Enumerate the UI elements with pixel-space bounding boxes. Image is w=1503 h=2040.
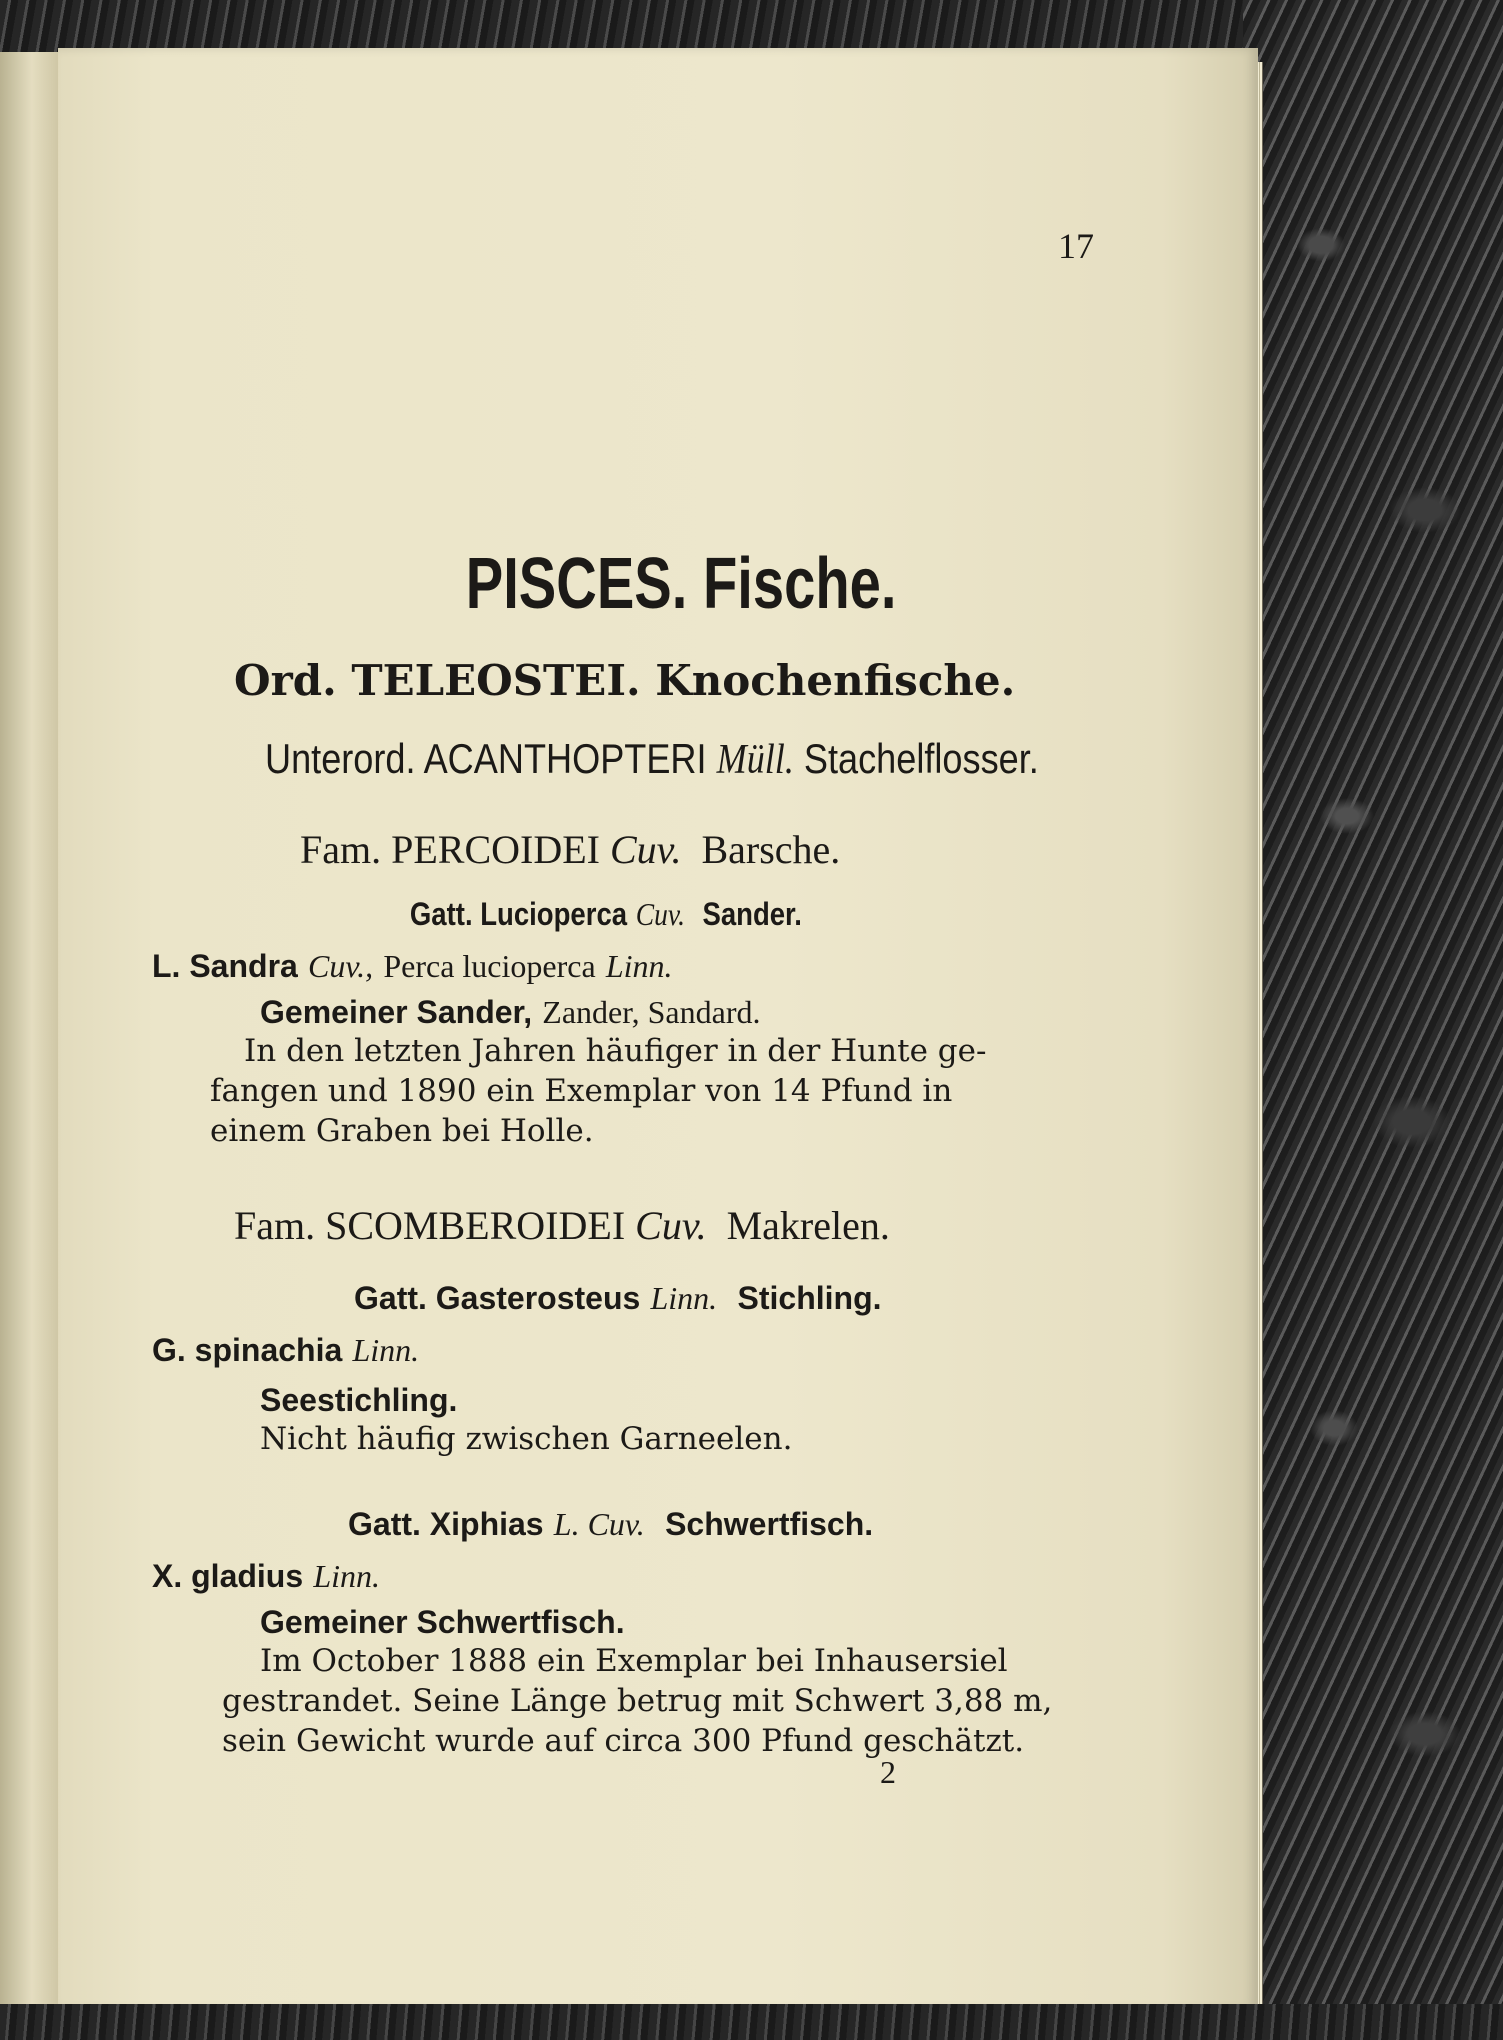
book-bottom-edge bbox=[0, 2004, 1503, 2040]
common-name-rest: Zander, Sandard. bbox=[542, 994, 761, 1030]
genus-author: Linn. bbox=[650, 1280, 718, 1316]
family-name: Fam. PERCOIDEI bbox=[300, 827, 600, 872]
description-line: gestrandet. Seine Länge betrug mit Schwert 3,88 m, bbox=[222, 1683, 1053, 1719]
genus-heading-xiphias bbox=[348, 1508, 873, 1540]
common-name-bold: Gemeiner Schwertfisch. bbox=[260, 1604, 625, 1640]
species-name: G. spinachia bbox=[152, 1332, 343, 1368]
family-author: Cuv. bbox=[610, 827, 682, 872]
suborder-name: Unterord. ACANTHOPTERI bbox=[264, 735, 707, 782]
species-author: Cuv., bbox=[307, 948, 374, 984]
description-line: Nicht häufig zwischen Garneelen. bbox=[260, 1421, 793, 1457]
order-heading: Ord. TELEOSTEI. Knochenfische. bbox=[234, 656, 1016, 705]
species-entry-gladius bbox=[152, 1560, 380, 1592]
suborder-common: Stachelflosser. bbox=[803, 735, 1039, 782]
species-common-name bbox=[260, 1384, 457, 1416]
genus-common: Schwertfisch. bbox=[665, 1506, 874, 1542]
species-name: L. Sandra bbox=[152, 948, 298, 984]
family-heading-percoidei bbox=[300, 827, 841, 872]
species-author: Linn. bbox=[313, 1558, 380, 1594]
species-entry-spinachia bbox=[152, 1334, 419, 1366]
species-name: X. gladius bbox=[152, 1558, 304, 1594]
family-author: Cuv. bbox=[635, 1203, 707, 1248]
genus-name: Gatt. Gasterosteus bbox=[354, 1280, 641, 1316]
suborder-author: Müll. bbox=[716, 737, 794, 783]
family-heading-scomberoidei bbox=[234, 1203, 890, 1248]
genus-author: L. Cuv. bbox=[553, 1506, 645, 1542]
genus-heading-gasterosteus bbox=[354, 1282, 882, 1314]
species-synonym: Perca lucioperca bbox=[383, 948, 596, 984]
genus-author: Cuv. bbox=[635, 896, 685, 932]
species-author: Linn. bbox=[352, 1332, 420, 1368]
description-line: sein Gewicht wurde auf circa 300 Pfund geschätzt. bbox=[222, 1723, 1025, 1759]
marbled-cover bbox=[1243, 0, 1503, 2040]
bleed-through bbox=[300, 230, 310, 274]
description-line: Im October 1888 ein Exemplar bei Inhausersiel bbox=[260, 1643, 1008, 1679]
species-synonym-author: Linn. bbox=[605, 948, 673, 984]
description-line: In den letzten Jahren häufiger in der Hunte ge- bbox=[244, 1033, 987, 1069]
page-number: 17 bbox=[1058, 226, 1094, 266]
family-common: Barsche. bbox=[701, 827, 841, 872]
genus-name: Gatt. Xiphias bbox=[348, 1506, 544, 1542]
genus-name: Gatt. Lucioperca bbox=[409, 896, 628, 932]
genus-common: Stichling. bbox=[737, 1280, 882, 1316]
signature-mark: 2 bbox=[880, 1754, 896, 1790]
species-entry-sandra bbox=[152, 950, 673, 982]
facing-page-edge bbox=[0, 52, 60, 2012]
common-name-bold: Seestichling. bbox=[260, 1382, 458, 1418]
page-title: PISCES. Fische. bbox=[465, 544, 897, 624]
suborder-heading bbox=[264, 735, 1039, 783]
common-name-bold: Gemeiner Sander, bbox=[260, 994, 533, 1030]
species-common-name bbox=[260, 996, 760, 1028]
genus-common: Sander. bbox=[702, 896, 802, 932]
genus-heading-lucioperca bbox=[410, 898, 802, 930]
family-name: Fam. SCOMBEROIDEI bbox=[234, 1203, 626, 1248]
description-line: fangen und 1890 ein Exemplar von 14 Pfund in bbox=[210, 1073, 953, 1109]
description-line: einem Graben bei Holle. bbox=[210, 1113, 594, 1149]
family-common: Makrelen. bbox=[726, 1203, 890, 1248]
species-common-name bbox=[260, 1606, 625, 1638]
